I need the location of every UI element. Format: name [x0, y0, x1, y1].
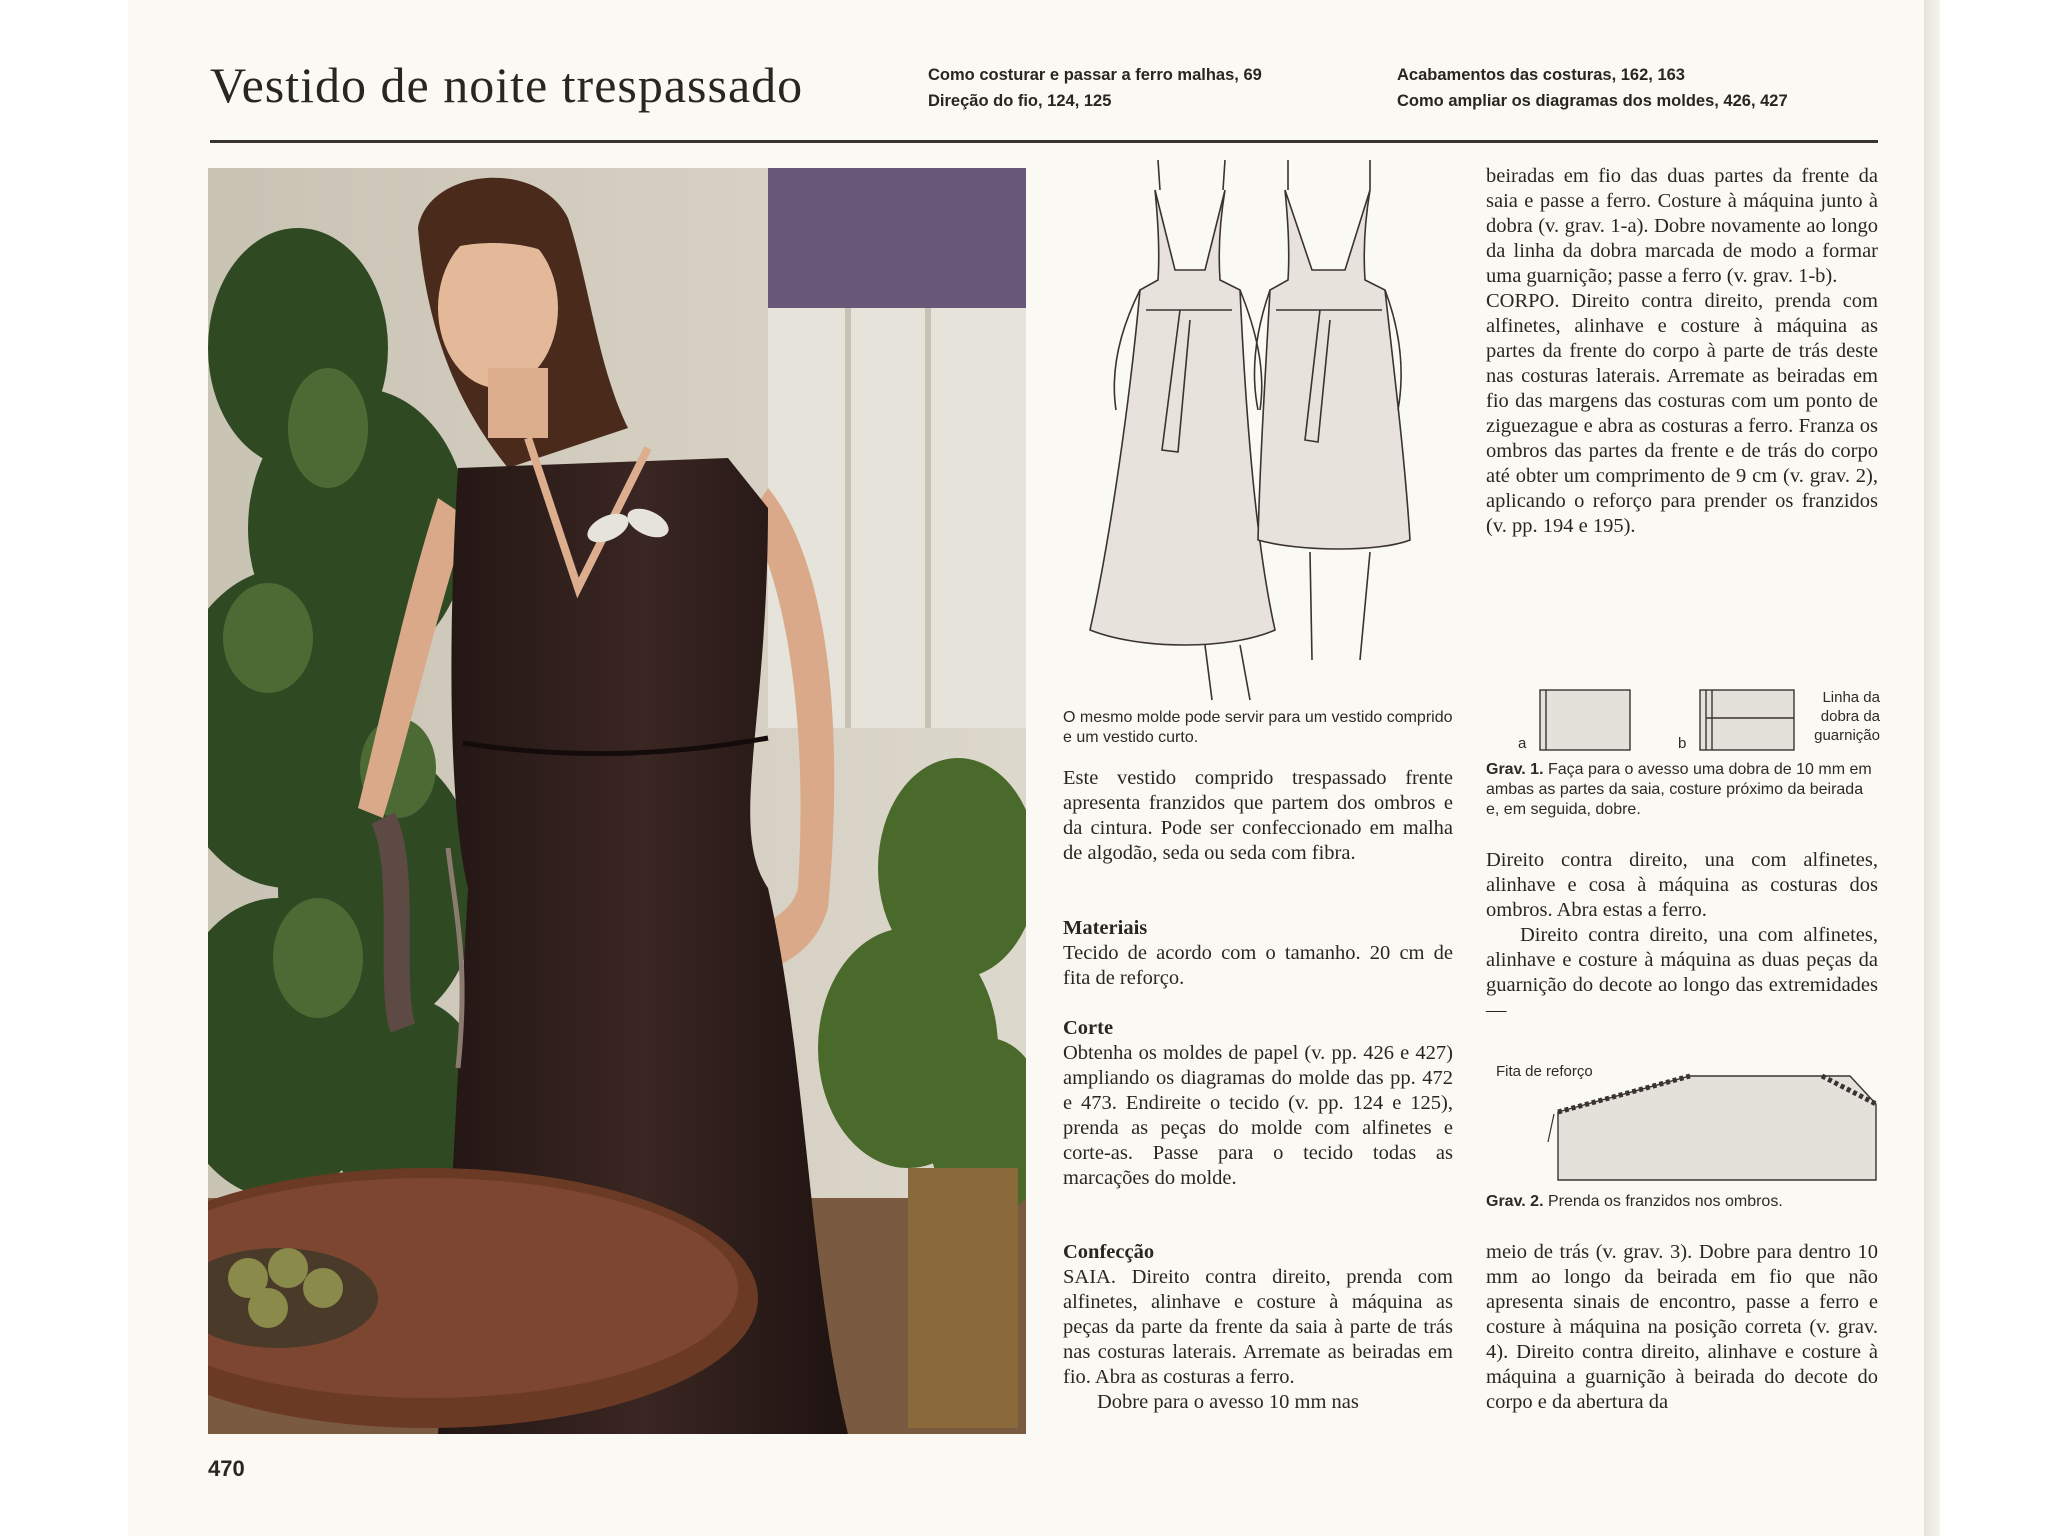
diagram-label-b: b	[1678, 735, 1687, 752]
materials-section	[1063, 916, 1453, 991]
paragraph: Direito contra direito, una com alfinetes, alinhave e cosa à máquina as costuras dos ombros. Abra estas a ferro.	[1486, 849, 1878, 921]
paragraph: beiradas em fio das duas partes da frente da saia e passe a ferro. Costure à máquina junto à dobra (v. grav. 1-a). Dobre novamente ao longo da linha da dobra marcada de modo a formar uma guarnição; passe a ferro (v. grav. 1-b).	[1486, 165, 1878, 287]
figure-2-text: Prenda os franzidos nos ombros.	[1547, 1193, 1783, 1210]
paragraph: Direito contra direito, una com alfinetes, alinhave e costure à máquina as duas peças da guarnição do decote ao longo das extremidades—	[1486, 924, 1878, 1021]
figure-1-text: Faça para o avesso uma dobra de 10 mm em ambas as partes da saia, costure próximo da beirada e, em seguida, dobre.	[1486, 761, 1872, 818]
reinforcement-tape-label: Fita de reforço	[1496, 1063, 1593, 1080]
cut-heading: Corte	[1063, 1017, 1114, 1039]
header-rule	[210, 140, 1878, 143]
page-number: 470	[208, 1456, 245, 1481]
right-column-middle	[1486, 848, 1878, 1023]
figure-1-caption	[1486, 760, 1878, 820]
making-text: SAIA. Direito contra direito, prenda com alfinetes, alinhave e costure à máquina as peças da parte da frente da saia à parte de trás nas costuras laterais. Arremate as beiradas em fio. Abra as costuras a ferro.	[1063, 1266, 1453, 1388]
page-edge	[1924, 0, 1940, 1536]
making-section	[1063, 1240, 1453, 1415]
dress-sketch	[1080, 160, 1430, 708]
intro-paragraph: Este vestido comprido trespassado frente apresenta franzidos que partem dos ombros e da cintura. Pode ser confeccionado em malha de algodão, seda ou seda com fibra.	[1063, 767, 1453, 864]
model-photo	[208, 168, 1026, 1434]
making-heading: Confecção	[1063, 1241, 1155, 1263]
making-text-continued: Dobre para o avesso 10 mm nas	[1097, 1391, 1359, 1413]
cross-references-right	[1397, 62, 1788, 114]
materials-text: Tecido de acordo com o tamanho. 20 cm de fita de reforço.	[1063, 942, 1453, 989]
figure-1-number: Grav. 1.	[1486, 761, 1544, 778]
diagram-label-a: a	[1518, 735, 1527, 752]
cut-text: Obtenha os moldes de papel (v. pp. 426 e 427) ampliando os diagramas do molde das pp. 472 e 473. Endireite o tecido (v. pp. 124 e 125), prenda as peças do molde com alfinetes e corte-as. Passe para o tecido todas as marcações do molde.	[1063, 1042, 1453, 1189]
figure-2-caption	[1486, 1192, 1878, 1212]
figure-2-number: Grav. 2.	[1486, 1193, 1544, 1210]
page-title: Vestido de noite trespassado	[210, 57, 804, 113]
right-column-top	[1486, 164, 1878, 539]
reference-line: Como ampliar os diagramas dos moldes, 426, 427	[1397, 92, 1788, 110]
cross-references-mid	[928, 62, 1262, 114]
cut-section	[1063, 1016, 1453, 1191]
paragraph: CORPO. Direito contra direito, prenda com alfinetes, alinhave e costure à máquina as partes da frente do corpo à parte de trás deste nas costuras laterais. Arremate as beiradas em fio das margens das costuras com um ponto de ziguezague e abra as costuras a ferro. Franza os ombros das partes da frente e de trás do corpo até obter um comprimento de 9 cm (v. grav. 2), aplicando o reforço para prender os franzidos (v. pp. 194 e 195).	[1486, 290, 1878, 537]
materials-heading: Materiais	[1063, 917, 1148, 939]
reference-line: Direção do fio, 124, 125	[928, 92, 1112, 110]
fold-line-label: Linha da dobra da guarnição	[1814, 689, 1880, 744]
reference-line: Acabamentos das costuras, 162, 163	[1397, 66, 1685, 84]
reference-line: Como costurar e passar a ferro malhas, 69	[928, 66, 1262, 84]
drawing-caption: O mesmo molde pode servir para um vestido comprido e um vestido curto.	[1063, 709, 1453, 746]
right-column-bottom: meio de trás (v. grav. 3). Dobre para dentro 10 mm ao longo da beirada em fio que não apresenta sinais de encontro, passe a ferro e costure à máquina na posição correta (v. grav. 4). Direito contra direito, alinhave e costure à máquina a guarnição à beirada do decote do corpo e da abertura da	[1486, 1241, 1878, 1413]
